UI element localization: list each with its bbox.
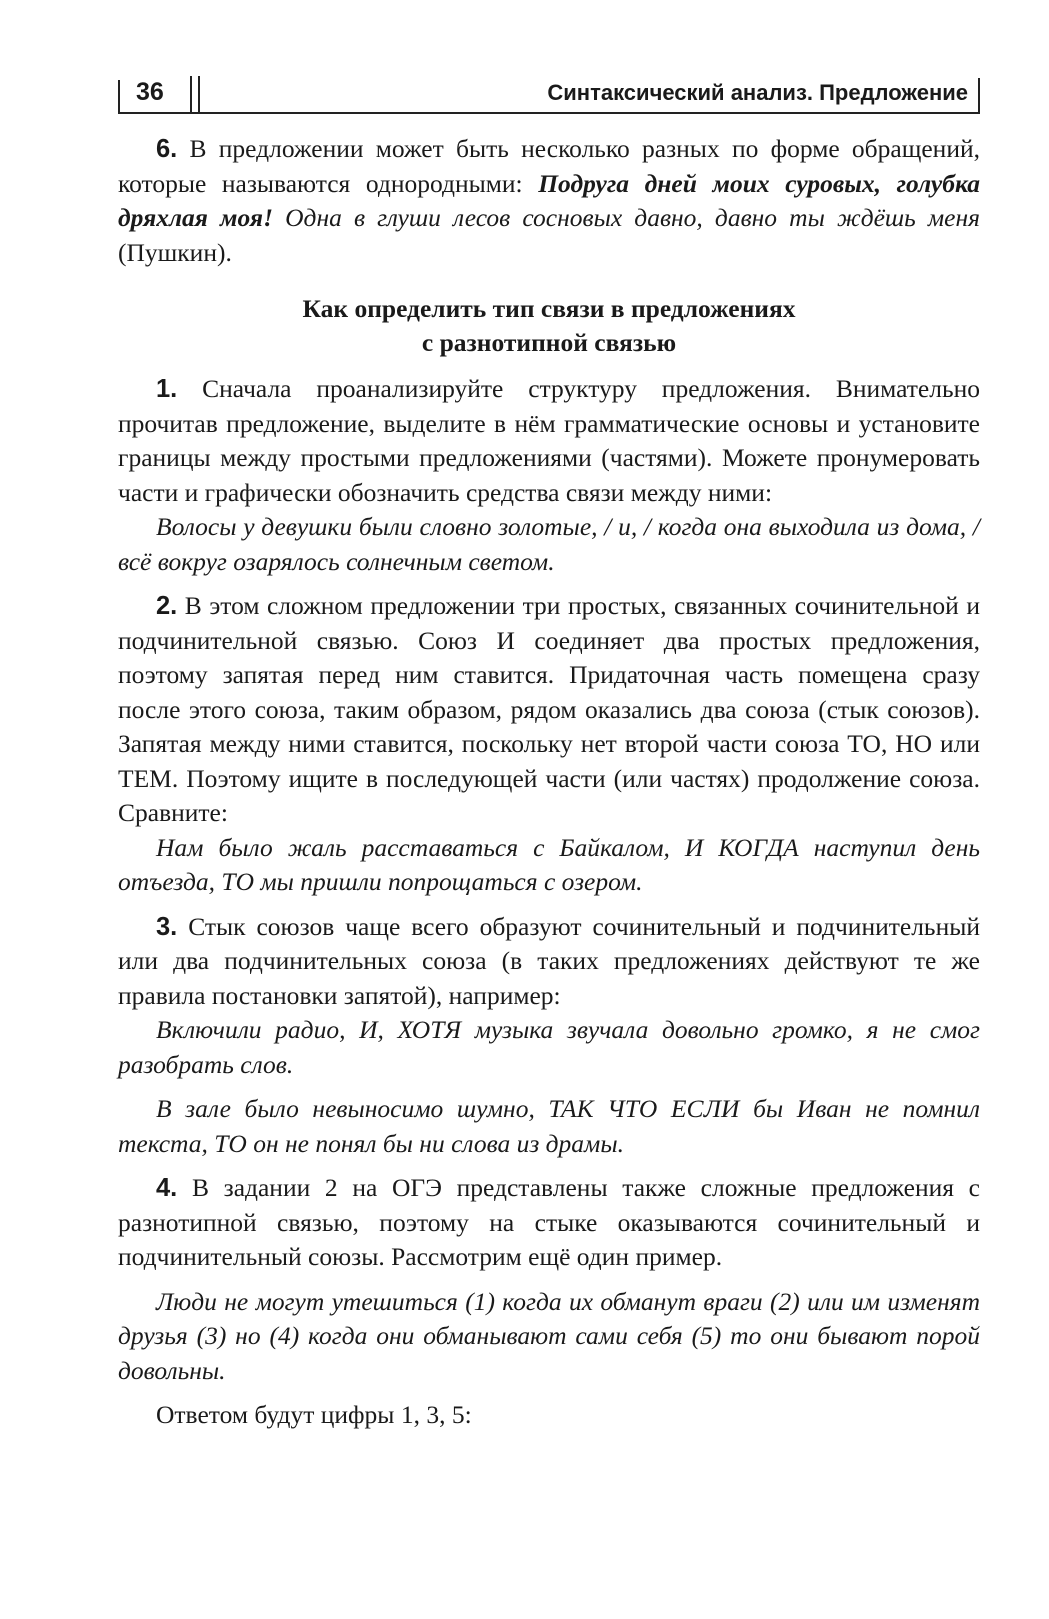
paragraph-2 [118, 589, 980, 831]
paragraph-text: В задании 2 на ОГЭ представлены также сложные предложения с разнотипной связью, поэтому на стыке оказываются сочинительный и подчинительный союзы. Рассмотрим ещё один пример. [118, 1173, 980, 1271]
item-number: 2. [156, 592, 178, 620]
item-number: 3. [156, 912, 178, 941]
item-number: 4. [156, 1174, 178, 1202]
paragraph-4 [118, 1171, 980, 1275]
paragraph-text: Сначала проанализируйте структуру предложения. Внимательно прочитав предложение, выделите в нём грамматические основы и установите границы между простыми предложениями (частями). Можете пронумеровать части и графически обозначить средства связи между ними: [118, 374, 980, 507]
example-4: Люди не могут утешиться (1) когда их обманут враги (2) или им изменят друзья (3) но (4) когда они обманывают сами себя (5) то они бывают порой довольны. [118, 1286, 980, 1385]
header-left-rule [118, 80, 120, 112]
heading-line-1: Как определить тип связи в предложениях [302, 294, 796, 323]
example-3a: Включили радио, И, ХОТЯ музыка звучала довольно громко, я не смог разобрать слов. [118, 1015, 980, 1079]
paragraph-text: Стык союзов чаще всего образуют сочинительный и подчинительный или два подчинительных союза (в таких предложениях действуют те же правила постановки запятой), например: [118, 911, 980, 1010]
example-3b: В зале было невыносимо шумно, ТАК ЧТО ЕСЛИ бы Иван не помнил текста, ТО он не понял бы ни слова из драмы. [118, 1094, 980, 1158]
item-number: 1. [156, 375, 178, 403]
item-number: 6. [156, 135, 178, 163]
header-double-rule [190, 76, 200, 112]
section-heading [118, 292, 980, 360]
answer-line: Ответом будут цифры 1, 3, 5: [156, 1400, 472, 1429]
paragraph-6 [118, 132, 980, 270]
example-bold-italic: Подруга дней моих суровых, голубка дряхлая моя! [118, 168, 980, 232]
heading-line-2: с разнотипной связью [421, 328, 677, 357]
paragraph-text: В предложении может быть несколько разных по форме обращений, которые называются однородными: [118, 134, 980, 198]
example-italic: Одна в глуши лесов сосновых давно, давно ты ждёшь меня [273, 203, 980, 232]
running-title: Синтаксический анализ. Предложение [547, 80, 968, 105]
paragraph-3 [118, 910, 980, 1014]
page-header [118, 70, 980, 114]
citation: (Пушкин). [118, 237, 232, 267]
paragraph-1 [118, 372, 980, 510]
example-2: Нам было жаль расставаться с Байкалом, И КОГДА наступил день отъезда, ТО мы пришли попрощаться с озером. [118, 832, 980, 896]
page-number: 36 [136, 78, 164, 106]
example-1: Волосы у девушки были словно золотые, / и, / когда она выходила из дома, / всё вокруг озарялось солнечным светом. [118, 512, 980, 576]
header-right-rule [978, 78, 980, 112]
paragraph-text: В этом сложном предложении три простых, связанных сочинительной и подчинительной связью. Союз И соединяет два простых предложения, поэтому запятая перед ним ставится. Придаточная часть помещена сразу после этого союза, таким образом, рядом оказались два союза (стык союзов). Запятая между ними ставится, поскольку нет второй части союза ТО, НО или ТЕМ. Поэтому ищите в последующей части (или частях) продолжение союза. Сравните: [118, 591, 980, 827]
page-content [118, 132, 980, 1433]
